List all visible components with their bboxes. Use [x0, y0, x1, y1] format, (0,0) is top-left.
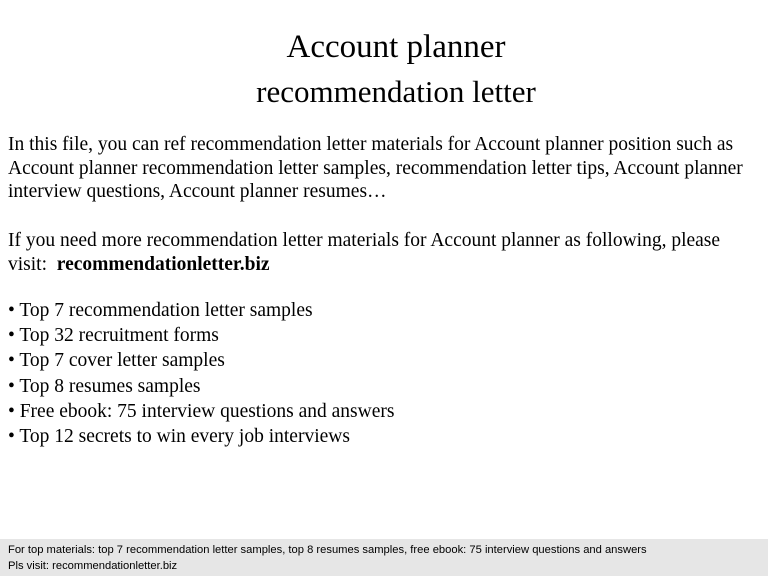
title-line-2: recommendation letter	[256, 74, 536, 109]
materials-list	[8, 298, 394, 449]
footer-line-2: Pls visit: recommendationletter.biz	[8, 560, 178, 572]
title-line-1: Account planner	[286, 29, 506, 65]
footer-line-1: For top materials: top 7 recommendation letter samples, top 8 resumes samples, free ebook: 75 interview questions and answers	[8, 544, 647, 556]
list-item: • Top 7 recommendation letter samples	[8, 300, 313, 321]
list-item: • Free ebook: 75 interview questions and answers	[8, 400, 395, 422]
list-item: • Top 12 secrets to win every job interviews	[8, 426, 350, 448]
footer-bar	[0, 539, 768, 576]
intro-paragraph: In this file, you can ref recommendation letter materials for Account planner position such as Account planner recommendation letter samples, recommendation letter tips, Account planner interview questions, Account planner resumes…	[8, 134, 743, 202]
list-item: • Top 32 recruitment forms	[8, 325, 219, 347]
visit-paragraph	[8, 229, 760, 276]
list-item: • Top 8 resumes samples	[8, 375, 201, 397]
list-item: • Top 7 cover letter samples	[8, 350, 225, 372]
website-link[interactable]: recommendationletter.biz	[56, 253, 270, 275]
visit-text: If you need more recommendation letter materials for Account planner as following, please visit:	[8, 230, 721, 275]
